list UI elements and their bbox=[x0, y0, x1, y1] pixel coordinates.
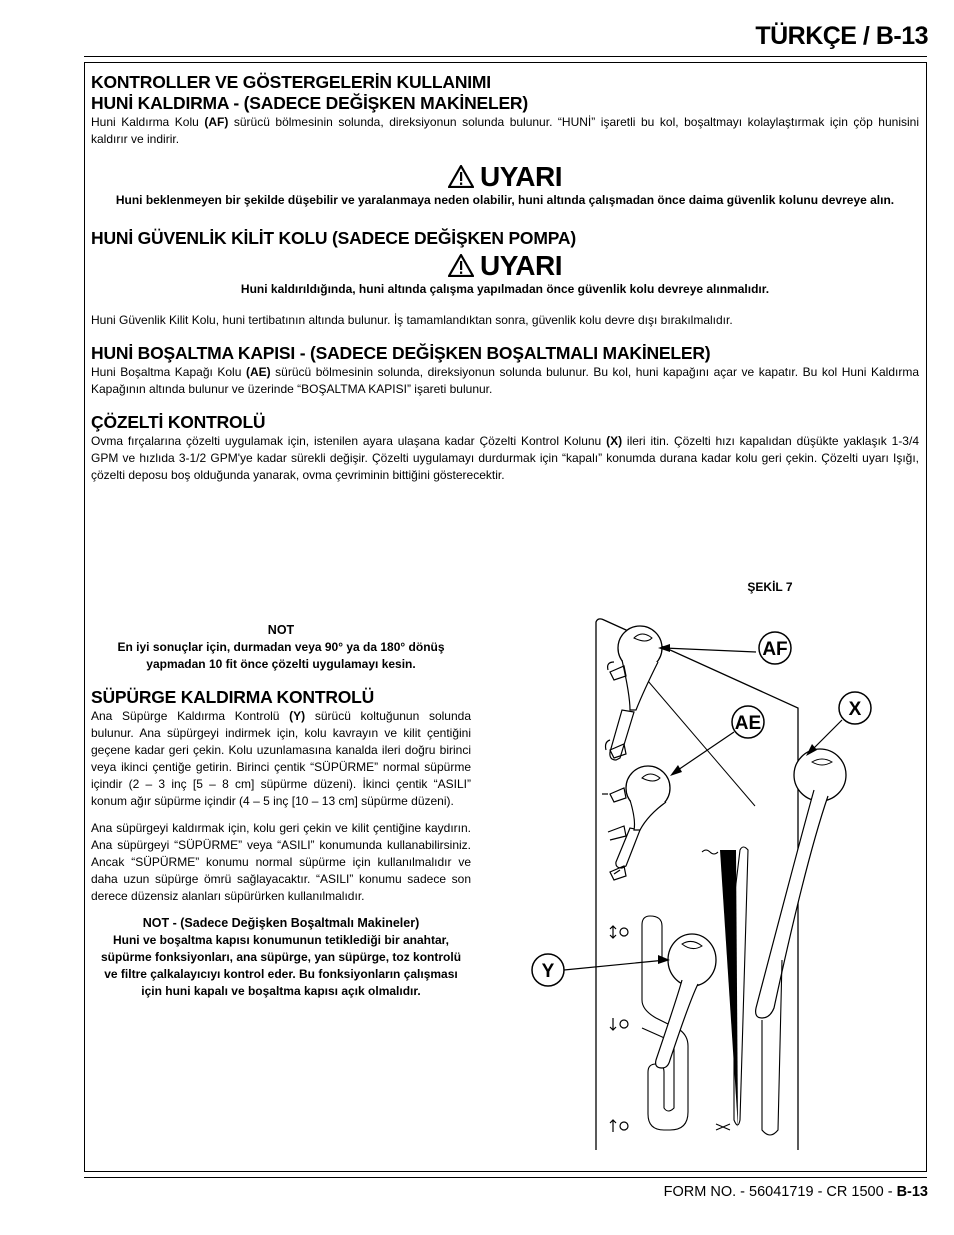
panel-outline bbox=[596, 619, 798, 1150]
footer-form-number: FORM NO. - 56041719 - CR 1500 - bbox=[663, 1184, 897, 1200]
callout-x-label: X bbox=[848, 699, 862, 720]
callout-ae-label: AE bbox=[734, 713, 762, 734]
lever-x bbox=[756, 749, 846, 1135]
section-title-hopper-lift: HUNİ KALDIRMA - (SADECE DEĞİŞKEN MAKİNELER) bbox=[91, 93, 529, 113]
section-title-dump-door: HUNİ BOŞALTMA KAPISI - (SADECE DEĞİŞKEN BOŞALTMALI MAKİNELER) bbox=[91, 343, 711, 363]
footer-page-number: B-13 bbox=[896, 1184, 928, 1200]
callout-y bbox=[532, 954, 670, 986]
lever-y bbox=[656, 934, 716, 1068]
lever-ae bbox=[616, 766, 670, 868]
section-title-controls: KONTROLLER VE GÖSTERGELERİN KULLANIMI bbox=[91, 72, 491, 92]
section-title-broom: SÜPÜRGE KALDIRMA KONTROLÜ bbox=[91, 687, 375, 707]
main-content bbox=[91, 72, 919, 484]
callout-y-label: Y bbox=[541, 961, 555, 982]
left-column bbox=[91, 622, 471, 1000]
lever-af bbox=[610, 626, 662, 760]
bottom-rule bbox=[84, 1177, 927, 1178]
dump-door-text: Huni Boşaltma Kapağı Kolu (AE) sürücü bölmesinin solunda, direksiyonun solunda bulunur. Bu kol, huni kapağını açar ve kapatır. Bu kol Huni Kaldırma Kapağının altında bulunur ve üzerinde “BOŞALTMA KAPISI” işareti bulunur. bbox=[91, 365, 919, 396]
broom-text-1: Ana Süpürge Kaldırma Kontrolü (Y) sürücü koltuğunun solunda bulunur. Ana süpürgeyi indirmek için, kolu kavrayın ve kilit çentiğini geçene kadar geri çekin. Kolu uzunlamasına kanalda ileri doğru birinci veya ikinci çentiğe getirin. Birinci çentik “SÜPÜRME” normal süpürme içindir (2 – 3 inç [5 – 8 cm] süpürme düzeni). İkinci çentik “ASILI” konum ağır süpürme içindir (4 – 5 inç [10 – 13 cm] süpürme düzeni). bbox=[91, 709, 471, 808]
broom-symbols bbox=[610, 926, 628, 1132]
callout-x bbox=[806, 692, 871, 756]
warning-title-2: UYARI bbox=[91, 251, 919, 281]
hopper-lift-text: Huni Kaldırma Kolu (AF) sürücü bölmesinin solunda, direksiyonun solunda bulunur. “HUNİ” işaretli bu kol, boşaltmayı kolaylaştırmak için çöp hunisini kaldırır ve indirir. bbox=[91, 115, 919, 146]
note2-title: NOT - (Sadece Değişken Boşaltmalı Makineler) bbox=[142, 916, 420, 930]
figure-label: ŞEKİL 7 bbox=[747, 580, 793, 594]
warning-triangle-icon bbox=[448, 254, 474, 277]
warning-triangle-icon bbox=[448, 165, 474, 188]
page-header-title: TÜRKÇE / B-13 bbox=[755, 22, 928, 50]
note-text: En iyi sonuçlar için, durmadan veya 90° ya da 180° dönüş yapmadan 10 fit önce çözelti uygulamayı kesin. bbox=[117, 640, 445, 671]
solution-wedge bbox=[720, 850, 738, 1128]
warning-text-1: Huni beklenmeyen bir şekilde düşebilir ve yaralanmaya neden olabilir, huni altında çalışmadan önce daima güvenlik kolunu devreye alın. bbox=[115, 193, 895, 207]
safety-lock-text: Huni Güvenlik Kilit Kolu, huni tertibatının altında bulunur. İş tamamlandıktan sonra, güvenlik kolu devre dışı bırakılmalıdır. bbox=[91, 313, 733, 327]
callout-ae bbox=[670, 706, 764, 776]
callout-af bbox=[658, 632, 791, 664]
warning-text-2: Huni kaldırıldığında, huni altında çalışma yapılmadan önce güvenlik kolu devreye alınmalıdır. bbox=[240, 282, 770, 296]
note2-text: Huni ve boşaltma kapısı konumunun tetiklediği bir anahtar, süpürme fonksiyonları, ana süpürge, yan süpürge, toz kontrolü ve filtre çalkalayıcıyı kontrol eder. Bu fonksiyonların çalışması için huni kapalı ve boşaltma kapısı açık olmalıdır. bbox=[100, 933, 462, 998]
warning-title-1: UYARI bbox=[91, 162, 919, 192]
top-rule bbox=[84, 56, 927, 57]
section-title-safety-lock: HUNİ GÜVENLİK KİLİT KOLU (SADECE DEĞİŞKEN POMPA) bbox=[91, 228, 576, 248]
control-panel-figure bbox=[530, 600, 910, 1160]
broom-text-2: Ana süpürgeyi kaldırmak için, kolu geri çekin ve kilit çentiğine kaydırın. Ana süpürgeyi “SÜPÜRME” veya “ASILI” konumunda kullanabilirsiniz. Ancak “SÜPÜRME” konumu normal süpürme için kullanılmalıdır ve daha uzun süpürge ömrü sağlayacaktır. “ASILI” konumu sadece son derece düzensiz alanları süpürürken kullanılmalıdır. bbox=[91, 821, 471, 903]
footer bbox=[500, 1184, 928, 1200]
section-title-solution: ÇÖZELTİ KONTROLÜ bbox=[91, 412, 266, 432]
note-title: NOT bbox=[267, 623, 295, 637]
solution-text: Ovma fırçalarına çözelti uygulamak için, istenilen ayara ulaşana kadar Çözelti Kontrol Kolunu (X) ileri itin. Çözelti hızı kapalıdan düşükte yaklaşık 1-3/4 GPM ve hızlıda 3-1/2 GPM'ye kadar sürekli değişir. Çözelti uygulamayı durdurmak için “kapalı” konumda durana kadar kolu geri çekin. Çözelti uyarı Işığı, çözelti deposu boş olduğunda yanarak, ovma çevriminin bittiğini gösterecektir. bbox=[91, 434, 919, 482]
callout-af-label: AF bbox=[762, 639, 788, 660]
